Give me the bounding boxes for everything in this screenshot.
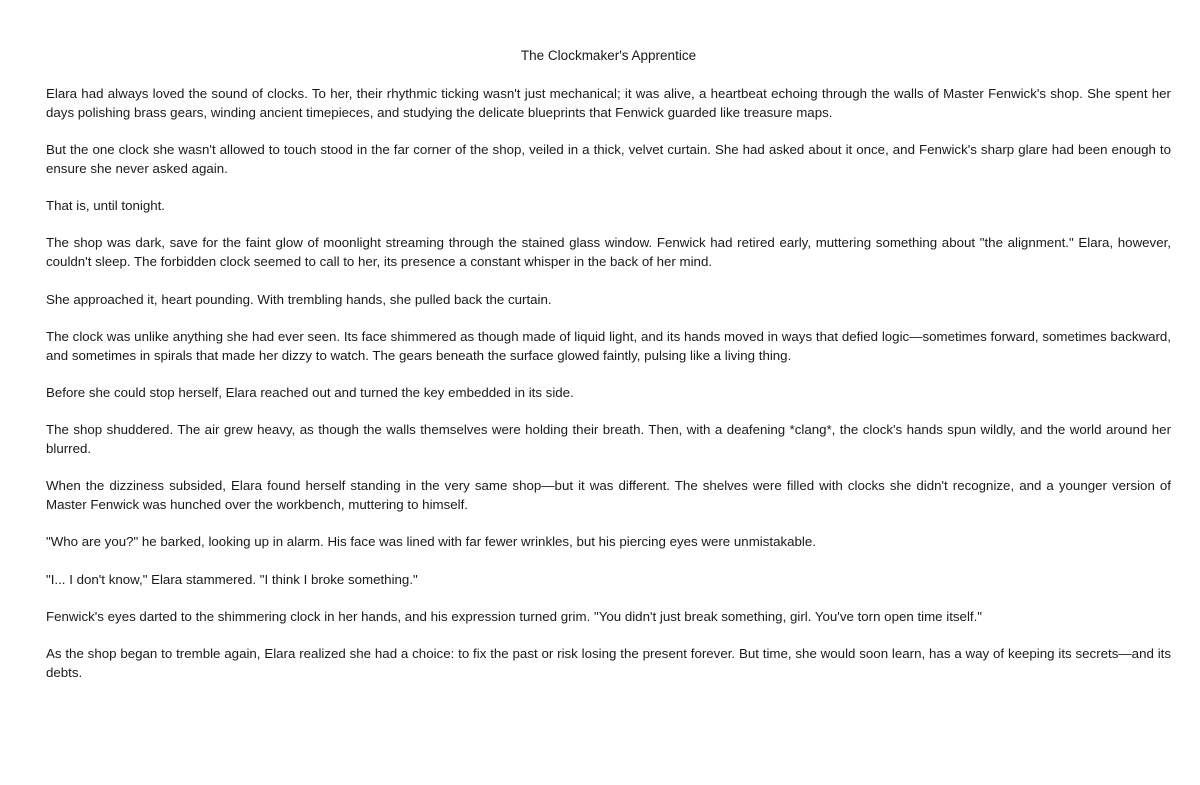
document-title: The Clockmaker's Apprentice (520, 48, 697, 63)
paragraph: As the shop began to tremble again, Elara realized she had a choice: to fix the past or risk losing the present forever. But time, she would soon learn, has a way of keeping its secrets—and its debts. (46, 646, 1171, 681)
paragraph: When the dizziness subsided, Elara found herself standing in the very same shop—but it was different. The shelves were filled with clocks she didn't recognize, and a younger version of Master Fenwick was hunched over the workbench, muttering to himself. (46, 478, 1171, 513)
paragraph: The shop was dark, save for the faint glow of moonlight streaming through the stained glass window. Fenwick had retired early, muttering something about "the alignment." Elara, however, couldn't sleep. The forbidden clock seemed to call to her, its presence a constant whisper in the back of her mind. (46, 235, 1171, 270)
paragraph: "Who are you?" he barked, looking up in alarm. His face was lined with far fewer wrinkles, but his piercing eyes were unmistakable. (46, 534, 816, 550)
paragraph: Elara had always loved the sound of clocks. To her, their rhythmic ticking wasn't just mechanical; it was alive, a heartbeat echoing through the walls of Master Fenwick's shop. She spent her days polishing brass gears, winding ancient timepieces, and studying the delicate blueprints that Fenwick guarded like treasure maps. (46, 86, 1171, 120)
paragraph: But the one clock she wasn't allowed to touch stood in the far corner of the shop, veiled in a thick, velvet curtain. She had asked about it once, and Fenwick's sharp glare had been enough to ensure she never asked again. (46, 142, 1171, 176)
document-page (46, 47, 1171, 701)
paragraph: "I... I don't know," Elara stammered. "I think I broke something." (46, 571, 418, 587)
paragraph: The clock was unlike anything she had ever seen. Its face shimmered as though made of liquid light, and its hands moved in ways that defied logic—sometimes forward, sometimes backward, and sometimes in spirals that made her dizzy to watch. The gears beneath the surface glowed faintly, pulsing like a living thing. (46, 328, 1171, 363)
paragraph: She approached it, heart pounding. With trembling hands, she pulled back the curtain. (46, 291, 552, 307)
paragraph: Before she could stop herself, Elara reached out and turned the key embedded in its side. (46, 384, 574, 400)
paragraph: That is, until tonight. (46, 198, 165, 214)
paragraph: The shop shuddered. The air grew heavy, as though the walls themselves were holding their breath. Then, with a deafening *clang*, the clock's hands spun wildly, and the world around her blurred. (46, 422, 1171, 457)
paragraph: Fenwick's eyes darted to the shimmering clock in her hands, and his expression turned grim. "You didn't just break something, girl. You've torn open time itself." (46, 609, 983, 625)
